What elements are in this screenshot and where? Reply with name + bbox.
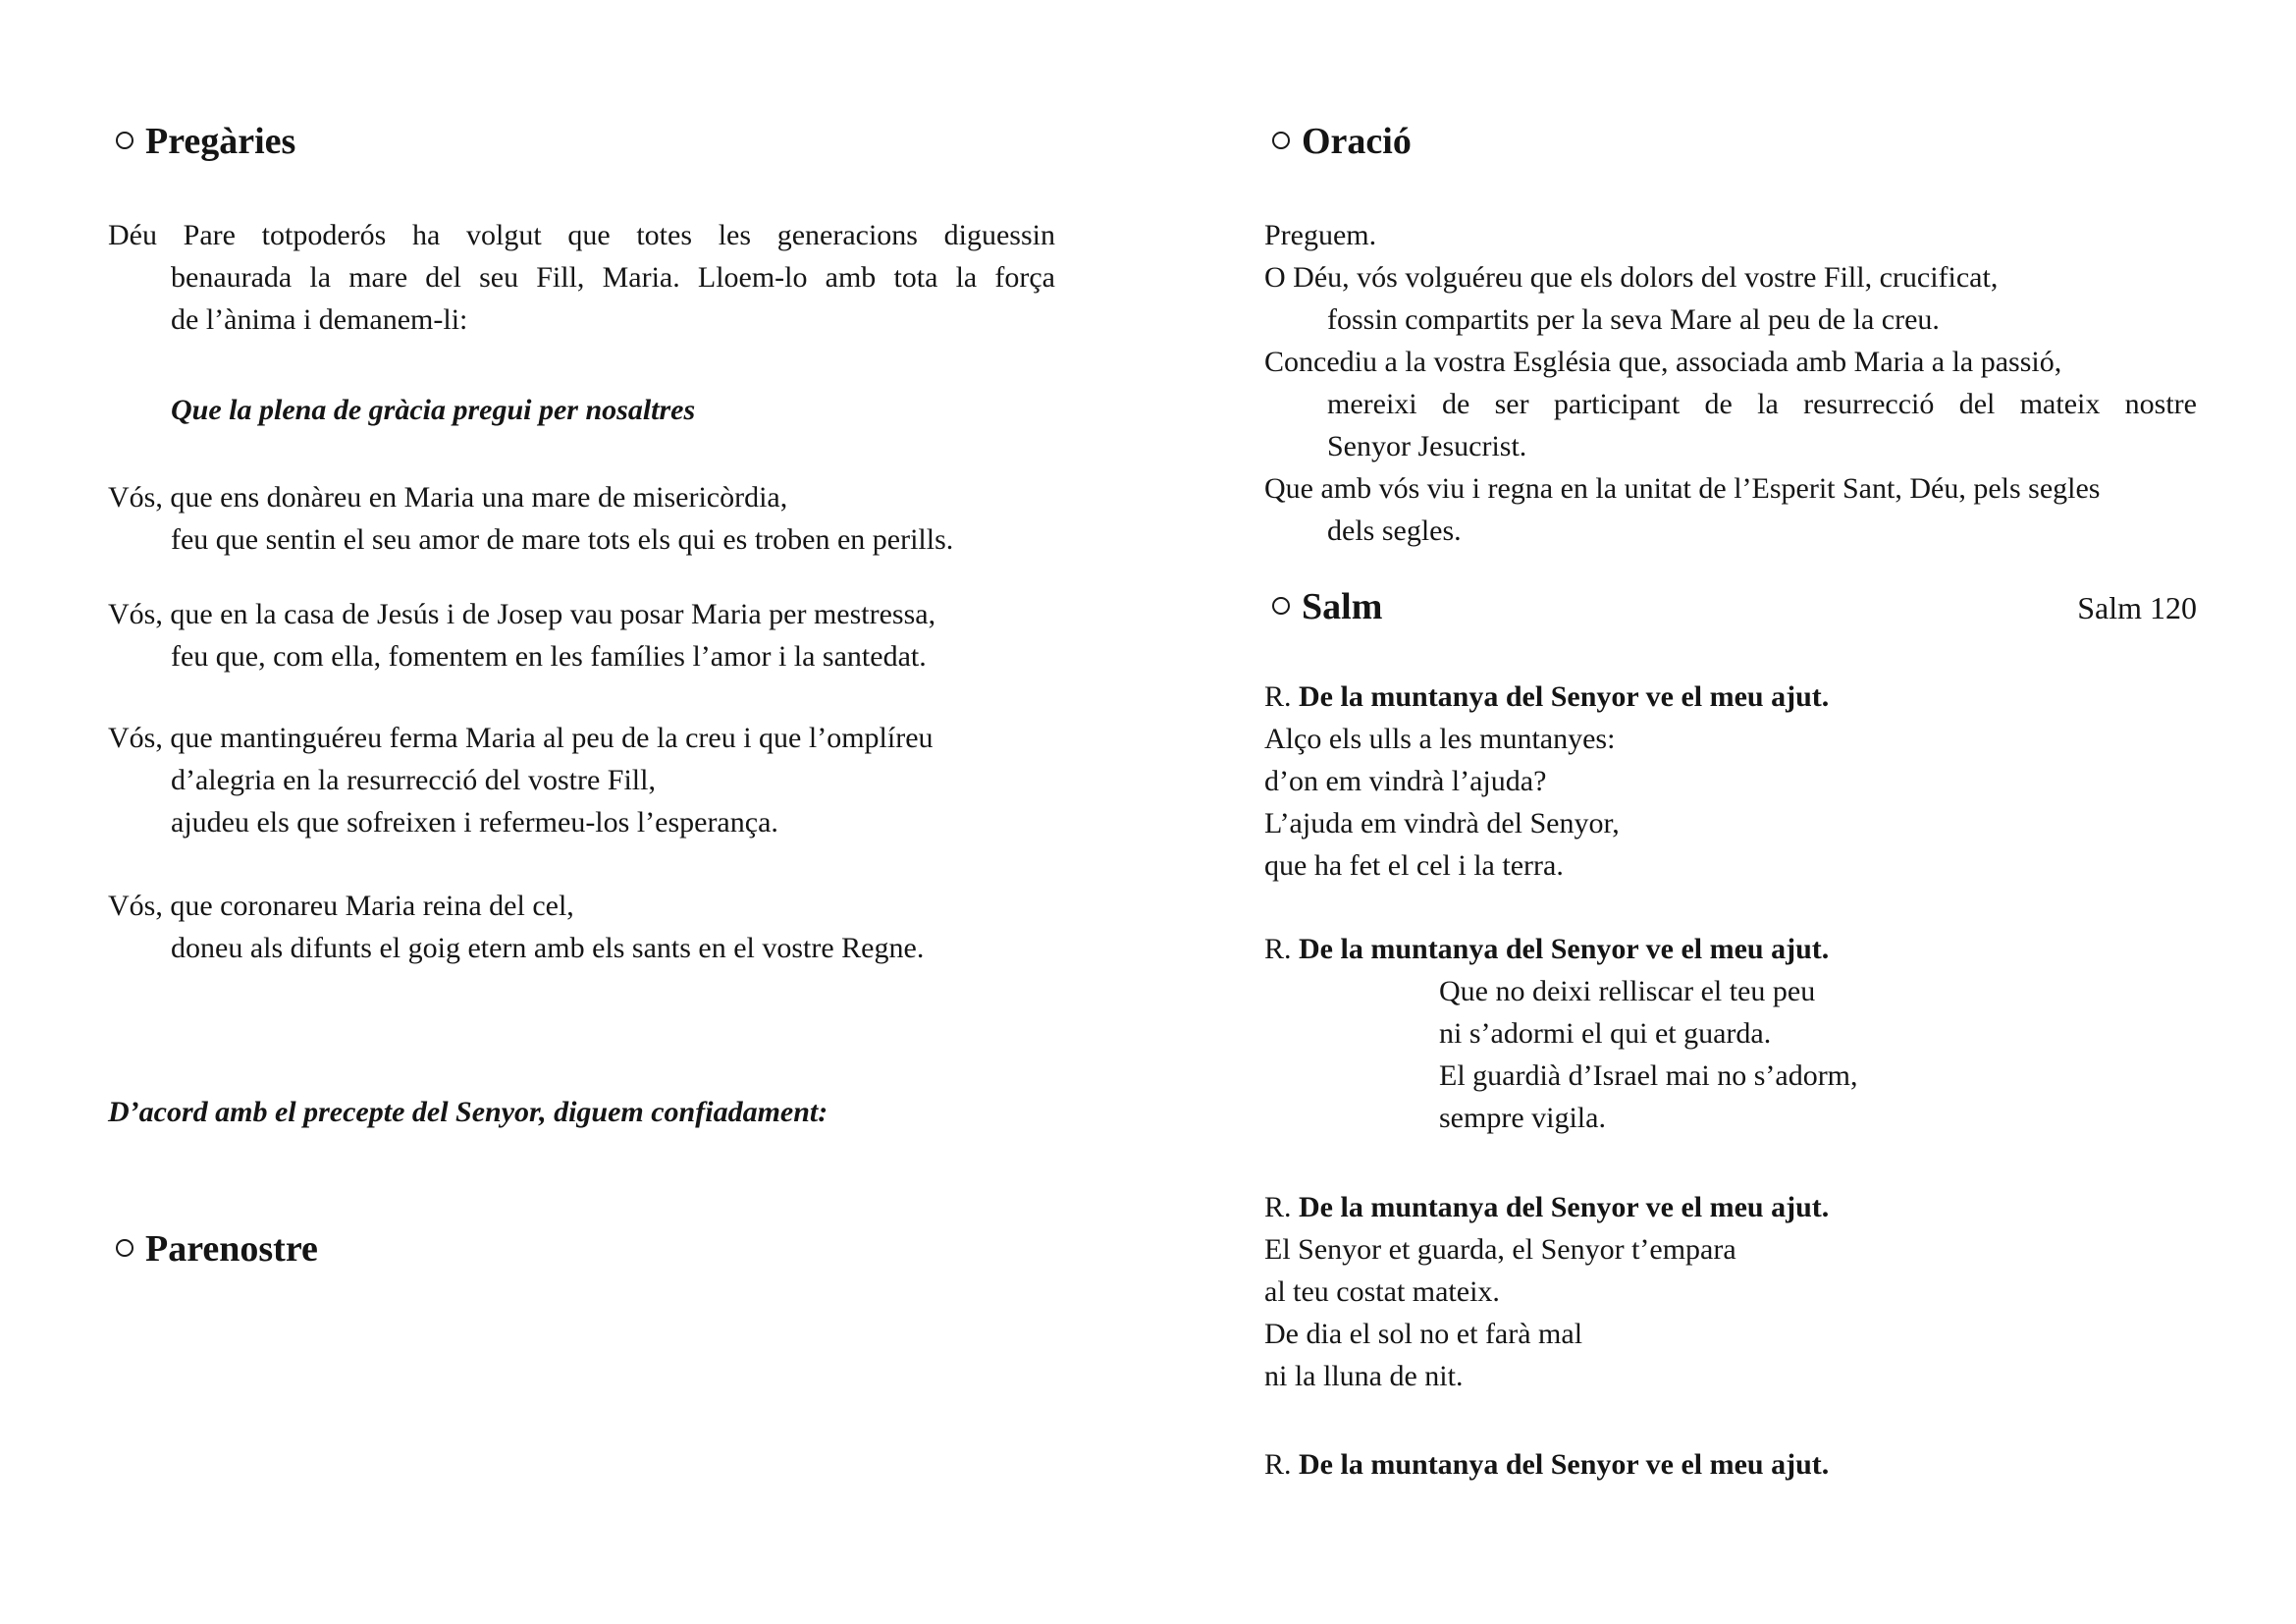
text-line: Que amb vós viu i regna en la unitat de l’Esperit Sant, Déu, pels segles bbox=[1264, 472, 2101, 505]
petition-paragraph bbox=[108, 885, 1055, 969]
petition-paragraph bbox=[108, 717, 1055, 843]
verse-line: ni s’adormi el qui et guarda. bbox=[1439, 1017, 1772, 1050]
verse-line: que ha fet el cel i la terra. bbox=[1264, 849, 1564, 882]
responsory-line bbox=[1264, 1186, 2197, 1228]
responsory-text: De la muntanya del Senyor ve el meu ajut. bbox=[1299, 933, 1830, 965]
text-line: fossin compartits per la seva Mare al peu de la creu. bbox=[1327, 303, 1940, 336]
text-line: dels segles. bbox=[1327, 514, 1462, 547]
collect-prayer bbox=[1264, 214, 2197, 552]
section-heading-salm bbox=[1264, 583, 1382, 630]
heading-label: Oració bbox=[1302, 121, 1412, 162]
responsory-text: De la muntanya del Senyor ve el meu ajut. bbox=[1299, 680, 1830, 713]
psalm-stanza bbox=[1264, 1186, 2197, 1397]
marian-response: Que la plena de gràcia pregui per nosaltres bbox=[171, 394, 696, 426]
text-line: de l’ànima i demanem-li: bbox=[171, 303, 468, 336]
text-line: feu que, com ella, fomentem en les famílies l’amor i la santedat. bbox=[171, 640, 927, 673]
verse-line: De dia el sol no et farà mal bbox=[1264, 1318, 1583, 1350]
responsory-label: R. bbox=[1264, 1191, 1292, 1223]
text-line: mereixi de ser participant de la resurrecció del mateix nostre bbox=[1327, 388, 2197, 420]
right-column bbox=[1264, 0, 2197, 1486]
text-line: O Déu, vós volguéreu que els dolors del vostre Fill, crucificat, bbox=[1264, 261, 1999, 294]
responsory-text: De la muntanya del Senyor ve el meu ajut. bbox=[1299, 1448, 1830, 1481]
circle-bullet-icon bbox=[116, 1239, 133, 1257]
responsory-label: R. bbox=[1264, 933, 1292, 965]
intro-paragraph bbox=[108, 214, 1055, 341]
text-line: doneu als difunts el goig etern amb els sants en el vostre Regne. bbox=[171, 932, 925, 964]
heading-label: Parenostre bbox=[145, 1228, 318, 1270]
psalm-stanza bbox=[1264, 1443, 2197, 1486]
text-line: feu que sentin el seu amor de mare tots els qui es troben en perills. bbox=[171, 523, 954, 556]
verse-line: sempre vigila. bbox=[1439, 1102, 1606, 1134]
circle-bullet-icon bbox=[1272, 132, 1290, 149]
heading-label: Pregàries bbox=[145, 121, 296, 162]
section-heading-parenostre bbox=[108, 1225, 1055, 1272]
verse-line: ni la lluna de nit. bbox=[1264, 1360, 1464, 1392]
left-column bbox=[108, 0, 1055, 1272]
verse-line: d’on em vindrà l’ajuda? bbox=[1264, 765, 1547, 797]
responsory-label: R. bbox=[1264, 1448, 1292, 1481]
circle-bullet-icon bbox=[1272, 597, 1290, 615]
text-line: Vós, que coronareu Maria reina del cel, bbox=[108, 890, 574, 922]
psalm-reference: Salm 120 bbox=[2077, 590, 2197, 625]
responsory-label: R. bbox=[1264, 680, 1292, 713]
petition-paragraph bbox=[108, 593, 1055, 677]
circle-bullet-icon bbox=[116, 132, 133, 149]
text-line: Concediu a la vostra Església que, associada amb Maria a la passió, bbox=[1264, 346, 2062, 378]
text-line: d’alegria en la resurrecció del vostre Fill, bbox=[171, 764, 656, 796]
section-heading-pregaries bbox=[108, 118, 1055, 165]
verse-line: L’ajuda em vindrà del Senyor, bbox=[1264, 807, 1620, 839]
petition-paragraph bbox=[108, 476, 1055, 561]
text-line: ajudeu els que sofreixen i refermeu-los l’esperança. bbox=[171, 806, 778, 839]
psalm-heading-row bbox=[1264, 583, 2197, 630]
exhortation: D’acord amb el precepte del Senyor, diguem confiadament: bbox=[108, 1096, 828, 1128]
verse-line: Alço els ulls a les muntanyes: bbox=[1264, 723, 1616, 755]
text-line: Vós, que mantinguéreu ferma Maria al peu de la creu i que l’omplíreu bbox=[108, 722, 934, 754]
responsory-line bbox=[1264, 1443, 2197, 1486]
verse-line: El guardià d’Israel mai no s’adorm, bbox=[1439, 1059, 1858, 1092]
heading-label: Salm bbox=[1302, 586, 1383, 627]
responsory-line bbox=[1264, 928, 2197, 970]
responsory-text: De la muntanya del Senyor ve el meu ajut. bbox=[1299, 1191, 1830, 1223]
psalm-stanza bbox=[1264, 928, 2197, 1139]
text-line: Vós, que ens donàreu en Maria una mare de misericòrdia, bbox=[108, 481, 788, 514]
psalm-stanza bbox=[1264, 676, 2197, 887]
verse-line: Que no deixi relliscar el teu peu bbox=[1439, 975, 1816, 1007]
verse-line: El Senyor et guarda, el Senyor t’empara bbox=[1264, 1233, 1736, 1266]
verse-line: al teu costat mateix. bbox=[1264, 1275, 1500, 1308]
text-line: benaurada la mare del seu Fill, Maria. Lloem-lo amb tota la força bbox=[171, 261, 1055, 294]
text-line: Déu Pare totpoderós ha volgut que totes les generacions diguessin bbox=[108, 219, 1055, 251]
text-line: Senyor Jesucrist. bbox=[1327, 430, 1527, 462]
responsory-line bbox=[1264, 676, 2197, 718]
section-heading-oracio bbox=[1264, 118, 2197, 165]
text-line: Vós, que en la casa de Jesús i de Josep vau posar Maria per mestressa, bbox=[108, 598, 936, 630]
text-line: Preguem. bbox=[1264, 219, 1377, 251]
